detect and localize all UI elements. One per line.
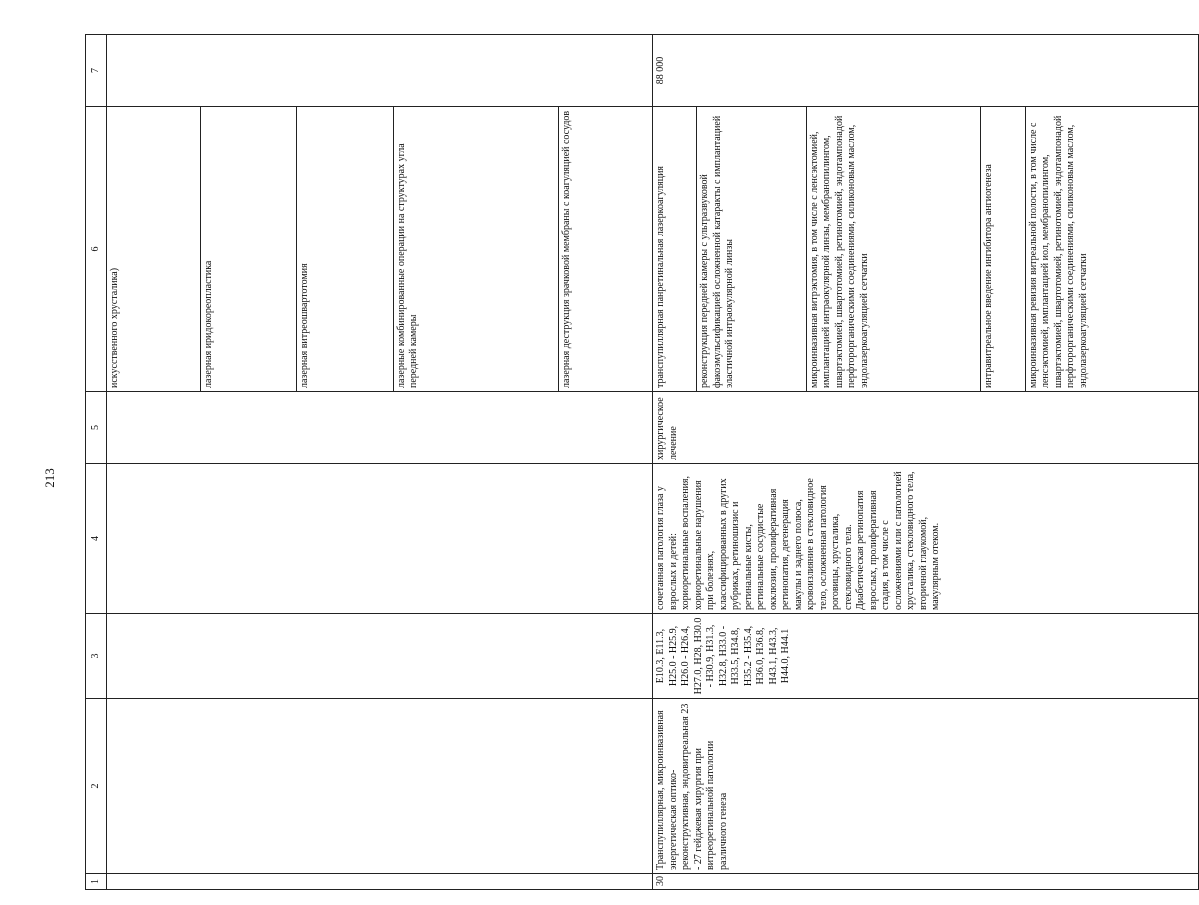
method-item: искусственного хрусталика) bbox=[109, 267, 120, 388]
procedure-name: Транспупиллярная, микроинвазивная энергетическая оптико-реконструктивная, эндовитреальная 23 - 27 гейджевая хирургия при витреоретинальной патологии различного генеза bbox=[653, 699, 1199, 874]
icd-codes: E10.3, E11.3, H25.0 - H25.9, H26.0 - H26.4, H27.0, H28, H30.0 - H30.9, H31.3, H32.8, H33.0 - H33.5, H34.8, H35.2 - H35.4, H36.0, H36.8, H43.1, H43.3, H44.0, H44.1 bbox=[653, 614, 1199, 699]
col-header-2: 2 bbox=[86, 699, 107, 874]
treatment-type: хирургическое лечение bbox=[653, 392, 1199, 464]
price: 88 000 bbox=[653, 35, 1199, 107]
method-item: интравитреальное введение ингибитора ангиогенеза bbox=[980, 107, 1025, 391]
page-number: 213 bbox=[42, 468, 57, 488]
method-item: микроинвазивная витрэктомия, в том числе с ленсэктомией, имплантацией интраокулярной линзы, мембранопилингом, швартэктомией, швартотомией, ретинотомией, эндотампонадой перфторорганическими соединениями, силиконовым маслом, эндолазеркоагуляцией сетчатки bbox=[806, 107, 980, 391]
col-header-3: 3 bbox=[86, 614, 107, 699]
rotated-table-container bbox=[85, 35, 1089, 890]
patient-model: сочетанная патология глаза у взрослых и детей: хориоретинальные воспаления, хориоретинальные нарушения при болезнях, классифицированных в других рубриках, ретиношизис и ретинальные кисты, ретинальные сосудистые окклюзии, пролиферативная ретинопатия, дегенерация макулы и заднего полюса, кровоизлияние в стекловидное тело, осложненная патология роговицы, хрусталика, стекловидного тела. Диабетическая ретинопатия взрослых, пролиферативная стадия, в том числе с осложнениями или с патологией хрусталика, стекловидного тела, вторичной глаукомой, макулярным отеком. bbox=[653, 464, 1199, 614]
method-item: транспупиллярная панретинальная лазеркоагуляция bbox=[655, 165, 666, 388]
col-header-7: 7 bbox=[86, 35, 107, 107]
col-header-6: 6 bbox=[86, 107, 107, 392]
methods-cell bbox=[653, 107, 1199, 392]
continuation-row bbox=[107, 35, 653, 890]
col-header-1: 1 bbox=[86, 874, 107, 890]
row-number: 30 bbox=[653, 874, 1199, 890]
method-item: микроинвазивная ревизия витреальной полости, в том числе с ленсэктомией, имплантацией иол, мембранопилингом, швартэктомией, швартотомией, ретинотомией, эндотампонадой перфторорганическими соединениями, силиконовым маслом, эндолазеркоагуляцией сетчатки bbox=[1025, 107, 1198, 391]
method-item: лазерная иридокореопластика bbox=[201, 107, 297, 391]
col-header-4: 4 bbox=[86, 464, 107, 614]
procedures-table bbox=[85, 34, 1199, 890]
method-item: лазерная витреошвартотомия bbox=[297, 107, 393, 391]
table-row-30 bbox=[653, 35, 1199, 890]
method-item: лазерные комбинированные операции на структурах угла передней камеры bbox=[393, 107, 558, 391]
method-item: реконструкция передней камеры с ультразвуковой факоэмульсификацией осложненной катаракты с имплантацией эластичной интраокулярной линзы bbox=[697, 107, 807, 391]
continuation-methods bbox=[107, 107, 653, 392]
header-row bbox=[86, 35, 107, 890]
col-header-5: 5 bbox=[86, 392, 107, 464]
method-item: лазерная деструкция зрачковой мембраны с коагуляцией сосудов bbox=[558, 107, 652, 391]
